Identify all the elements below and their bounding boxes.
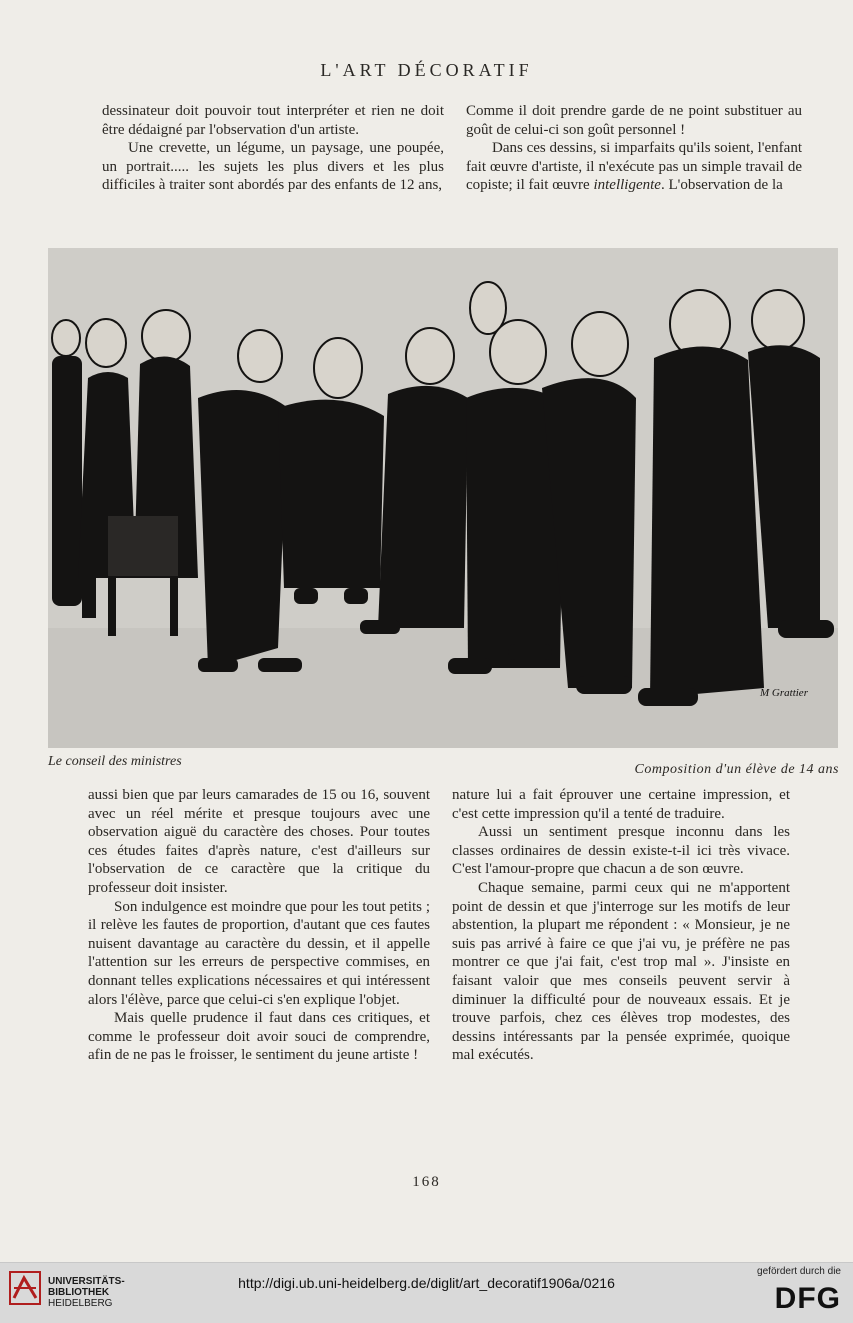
caricature-illustration [48, 248, 838, 748]
paragraph: Son indulgence est moindre que pour les tout petits ; il relève les fautes de proportion, d'autant que ces fautes nuisent davantage au caractère du dessin, et il appelle l'attention sur les erreurs de perspective commises, en donnant telles explications nécessaires et qui intéressent alors l'élève, parce que celui-ci s'en explique l'objet. [88, 898, 430, 1008]
library-line: BIBLIOTHEK [48, 1287, 110, 1298]
top-column-right [466, 102, 802, 195]
library-line: UNIVERSITÄTS- [48, 1276, 125, 1287]
paragraph [466, 139, 802, 195]
source-url-link[interactable]: http://digi.ub.uni-heidelberg.de/diglit/art_decoratif1906a/0216 [238, 1275, 615, 1291]
bottom-column-right [452, 786, 790, 1065]
funding-note: gefördert durch die [757, 1266, 841, 1277]
dfg-logo: DFG [774, 1282, 841, 1315]
caption-credit: Composition d'un élève de 14 ans [634, 762, 839, 777]
italic-word: intelligente [593, 177, 661, 194]
paragraph-text: . L'observation de la [660, 177, 783, 194]
paragraph: dessinateur doit pouvoir tout interpréter et rien ne doit être dédaigné par l'observation d'un artiste. [102, 103, 444, 138]
paragraph: aussi bien que par leurs camarades de 15 ou 16, souvent avec un réel mérite et presque toujours avec une observation aiguë du caractère des choses. Pour toutes ces études faites d'après nature, c'est d'ailleurs sur l'observation de ce caractère que la critique du professeur doit insister. [88, 787, 430, 896]
top-column-left [102, 102, 444, 195]
caption-title: Le conseil des ministres [48, 754, 182, 769]
artist-signature: M Grattier [760, 687, 808, 699]
library-line: HEIDELBERG [48, 1298, 113, 1309]
footer-bar [0, 1262, 853, 1323]
paragraph-text: Dans ces dessins, si imparfaits qu'ils soient, l'enfant fait œuvre d'artiste, il n'exécute pas un simple travail de copiste; il fait œuvre [466, 140, 802, 194]
paragraph: Chaque semaine, parmi ceux qui ne m'apportent point de dessin et que j'interroge sur les motifs de leur abstention, la plupart me répondent : « Monsieur, je ne suis pas arrivé à faire ce que j'ai vu, je préfère ne pas montrer ce que j'ai fait, c'est trop mal ». J'insiste en faisant valoir que mes conseils peuvent servir à diminuer la difficulté pour de nouveaux essais. Et je trouve parfois, chez ces élèves trop modestes, des dessins intéressants par la pensée exprimée, quoique mal exécutés. [452, 879, 790, 1064]
paragraph: Aussi un sentiment presque inconnu dans les classes ordinaires de dessin existe-t-il ici très vivace. C'est l'amour-propre que chacun a de son œuvre. [452, 824, 790, 878]
running-head: L'ART DÉCORATIF [320, 60, 533, 80]
paragraph: Comme il doit prendre garde de ne point substituer au goût de celui-ci son goût personnel ! [466, 103, 802, 138]
paragraph: Mais quelle prudence il faut dans ces critiques, et comme le professeur doit avoir souci de comprendre, afin de ne pas le froisser, le sentiment du jeune artiste ! [88, 1010, 430, 1064]
paragraph: nature lui a fait éprouver une certaine impression, et c'est cette impression qu'il a tenté de traduire. [452, 787, 790, 822]
illustration-drawing [48, 248, 838, 748]
bottom-column-left [88, 786, 430, 1065]
paragraph: Une crevette, un légume, un paysage, une poupée, un portrait..... les sujets les plus divers et les plus difficiles à traiter sont abordés par des enfants de 12 ans, [102, 140, 444, 194]
page-number: 168 [412, 1174, 441, 1190]
